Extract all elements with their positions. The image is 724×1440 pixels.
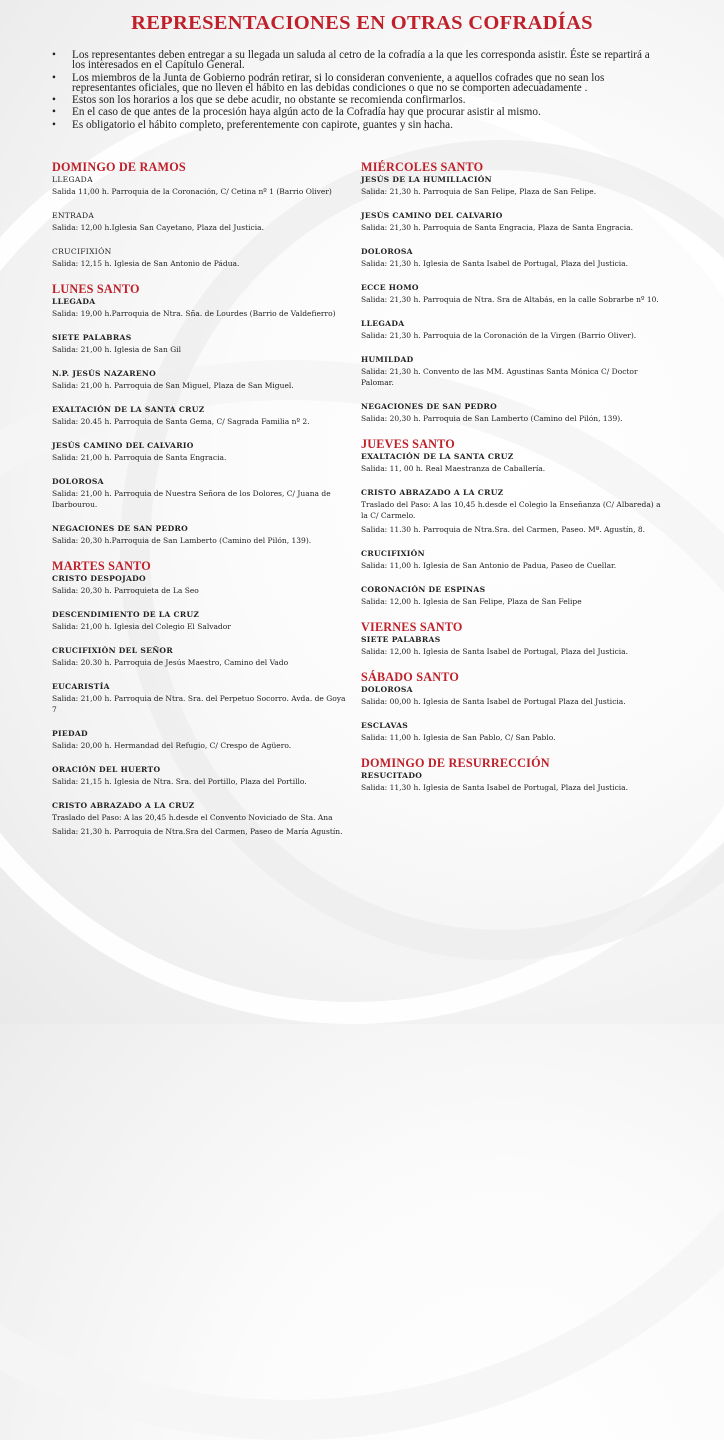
event-title: CRUCIFIXIÓN bbox=[361, 548, 425, 558]
event-title: LLEGADA bbox=[361, 319, 405, 328]
day-heading: MARTES SANTO bbox=[52, 559, 151, 574]
event-llegada bbox=[52, 174, 352, 197]
event-detail: Salida: 21,00 h. Parroquia de Nuestra Señora de los Dolores, C/ Juana de Ibarbourou. bbox=[52, 489, 331, 510]
note-item bbox=[52, 50, 662, 71]
note-text: Los miembros de la Junta de Gobierno podrán retirar, si lo consideran conveniente, a aquellos cofrades que no sean los representantes oficiales, que no lleven el hábito en las debidas condiciones o que no se comporten adecuadamente . bbox=[72, 71, 605, 95]
note-item bbox=[52, 95, 662, 105]
event-title: N.P. JESÚS NAZARENO bbox=[52, 369, 157, 378]
day-section-miercoles-santo bbox=[361, 160, 661, 424]
event-title: JESÚS DE LA HUMILLACIÓN bbox=[361, 175, 492, 184]
event-title: HUMILDAD bbox=[361, 355, 414, 364]
event-llegada bbox=[52, 296, 352, 319]
event-dolorosa bbox=[52, 476, 352, 510]
event-detail: Salida: 21,00 h. Iglesia de San Gil bbox=[52, 345, 181, 354]
event-title: ECCE HOMO bbox=[361, 283, 419, 292]
event-descendimiento-de-la-cruz bbox=[52, 609, 352, 632]
event-title: JESÚS CAMINO DEL CALVARIO bbox=[52, 441, 194, 450]
day-heading: SÁBADO SANTO bbox=[361, 669, 460, 684]
event-detail: Salida: 21,00 h. Parroquia de San Miguel, Plaza de San Miguel. bbox=[52, 381, 294, 390]
event-detail: Salida: 11, 00 h. Real Maestranza de Caballería. bbox=[361, 464, 546, 474]
day-heading: JUEVES SANTO bbox=[361, 437, 455, 452]
event-detail: Salida: 21,30 h. Parroquia de la Coronación de la Virgen (Barrio Oliver). bbox=[361, 331, 637, 340]
bullet-icon: • bbox=[52, 94, 56, 107]
note-item bbox=[52, 73, 662, 94]
event-detail: Salida: 12,00 h.Iglesia San Cayetano, Plaza del Justicia. bbox=[52, 223, 264, 232]
day-heading: VIERNES SANTO bbox=[361, 619, 463, 634]
event-dolorosa bbox=[361, 684, 661, 707]
event-title: CORONACIÓN DE ESPINAS bbox=[361, 584, 486, 594]
event-title: CRISTO DESPOJADO bbox=[52, 574, 146, 584]
day-section-sabado-santo bbox=[361, 670, 661, 743]
event-title: ESCLAVAS bbox=[361, 720, 409, 730]
event-jesus-camino-del-calvario bbox=[52, 440, 352, 463]
right-column bbox=[361, 160, 661, 806]
left-column bbox=[52, 160, 352, 850]
event-coronacion-de-espinas bbox=[361, 584, 661, 607]
event-exaltacion-de-la-santa-cruz bbox=[361, 451, 661, 474]
event-detail: Salida: 21,30 h. Convento de las MM. Agustinas Santa Mónica C/ Doctor Palomar. bbox=[361, 367, 638, 388]
event-title: EXALTACIÓN DE LA SANTA CRUZ bbox=[361, 452, 514, 462]
event-title: ORACIÓN DEL HUERTO bbox=[52, 765, 161, 775]
day-section-jueves-santo bbox=[361, 437, 661, 607]
event-title: DOLOROSA bbox=[361, 247, 413, 256]
event-title: LLEGADA bbox=[52, 175, 93, 184]
day-section-domingo-de-resurreccion bbox=[361, 756, 661, 793]
bullet-icon: • bbox=[52, 49, 56, 61]
day-heading: DOMINGO DE RAMOS bbox=[52, 160, 186, 174]
event-title: JESÚS CAMINO DEL CALVARIO bbox=[361, 211, 503, 220]
event-detail: Salida: 20,00 h. Hermandad del Refugio, C/ Crespo de Agüero. bbox=[52, 741, 292, 751]
event-title: LLEGADA bbox=[52, 297, 96, 306]
note-item bbox=[52, 120, 662, 130]
event-resucitado bbox=[361, 770, 661, 793]
note-text: Es obligatorio el hábito completo, preferentemente con capirote, guantes y sin hacha. bbox=[72, 118, 453, 131]
bullet-icon: • bbox=[52, 118, 56, 131]
event-title: PIEDAD bbox=[52, 729, 88, 739]
note-item bbox=[52, 107, 662, 117]
event-detail: Traslado del Paso: A las 20,45 h.desde el Convento Noviciado de Sta. Ana bbox=[52, 813, 333, 823]
event-title: CRISTO ABRAZADO A LA CRUZ bbox=[52, 801, 195, 811]
event-detail: Salida: 00,00 h. Iglesia de Santa Isabel de Portugal Plaza del Justicia. bbox=[361, 696, 626, 706]
event-detail: Salida: 20,30 h. Parroquia de San Lamberto (Camino del Pilón, 139). bbox=[361, 414, 623, 424]
event-detail: Salida: 20,30 h.Parroquia de San Lamberto (Camino del Pilón, 139). bbox=[52, 536, 312, 546]
event-jesus-camino-del-calvario bbox=[361, 210, 661, 233]
note-text: Los representantes deben entregar a su llegada un saluda al cetro de la cofradía a la que les corresponda asistir. Éste se repartirá a los interesados en el Capítulo General. bbox=[72, 49, 650, 72]
event-crucifixion-del-senor bbox=[52, 645, 352, 668]
event-detail: Salida: 20,30 h. Parroquieta de La Seo bbox=[52, 586, 199, 596]
event-eucaristia bbox=[52, 681, 352, 715]
event-title: ENTRADA bbox=[52, 211, 95, 220]
event-detail: Salida: 21,30 h. Parroquia de Santa Engracia, Plaza de Santa Engracia. bbox=[361, 223, 634, 232]
event-detail: Traslado del Paso: A las 10,45 h.desde el Colegio la Enseñanza (C/ Albareda) a la C/ Carmelo. bbox=[361, 500, 661, 521]
event-humildad bbox=[361, 354, 661, 388]
event-detail: Salida: 21,15 h. Iglesia de Ntra. Sra. del Portillo, Plaza del Portillo. bbox=[52, 777, 307, 787]
event-negaciones-de-san-pedro bbox=[361, 401, 661, 424]
event-detail: Salida 11,00 h. Parroquia de la Coronación, C/ Cetina nº 1 (Barrio Oliver) bbox=[52, 187, 332, 196]
day-heading: MIÉRCOLES SANTO bbox=[361, 160, 484, 174]
day-section-martes-santo bbox=[52, 559, 352, 837]
event-cristo-abrazado-a-la-cruz bbox=[52, 800, 352, 836]
event-crucifixion bbox=[361, 548, 661, 571]
notes-list bbox=[52, 50, 662, 132]
event-title: CRUCIFIXIÓN DEL SEÑOR bbox=[52, 646, 173, 656]
event-cristo-despojado bbox=[52, 573, 352, 596]
event-esclavas bbox=[361, 720, 661, 743]
event-title: EXALTACIÓN DE LA SANTA CRUZ bbox=[52, 405, 205, 414]
day-section-lunes-santo bbox=[52, 282, 352, 546]
event-detail: Salida: 12,15 h. Iglesia de San Antonio de Pádua. bbox=[52, 259, 240, 268]
event-title: RESUCITADO bbox=[361, 770, 423, 780]
event-detail: Salida: 21,00 h. Iglesia del Colegio El Salvador bbox=[52, 622, 231, 632]
event-oracion-del-huerto bbox=[52, 764, 352, 787]
event-title: NEGACIONES DE SAN PEDRO bbox=[52, 524, 189, 534]
event-crucifixion bbox=[52, 246, 352, 269]
event-n-p-jesus-nazareno bbox=[52, 368, 352, 391]
event-detail: Salida: 21,30 h. Parroquia de Ntra.Sra del Carmen, Paseo de María Agustín. bbox=[52, 826, 343, 836]
event-title: DESCENDIMIENTO DE LA CRUZ bbox=[52, 610, 200, 620]
event-detail: Salida: 21,30 h. Parroquia de Ntra. Sra de Altabás, en la calle Sobrarbe nº 10. bbox=[361, 295, 659, 304]
page-title: REPRESENTACIONES EN OTRAS COFRADÍAS bbox=[131, 12, 593, 34]
event-detail: Salida: 12,00 h. Iglesia de San Felipe, Plaza de San Felipe bbox=[361, 596, 582, 606]
bullet-icon: • bbox=[52, 71, 56, 84]
event-title: DOLOROSA bbox=[361, 684, 413, 694]
event-siete-palabras bbox=[52, 332, 352, 355]
event-title: SIETE PALABRAS bbox=[52, 333, 132, 342]
event-cristo-abrazado-a-la-cruz bbox=[361, 487, 661, 535]
event-detail: Salida: 20.30 h. Parroquia de Jesús Maestro, Camino del Vado bbox=[52, 658, 289, 668]
event-detail: Salida: 20.45 h. Parroquia de Santa Gema, C/ Sagrada Familia nº 2. bbox=[52, 417, 310, 426]
event-detail: Salida: 11.30 h. Parroquia de Ntra.Sra. del Carmen, Paseo. Mª. Agustín, 8. bbox=[361, 524, 646, 534]
event-detail: Salida: 11,00 h. Iglesia de San Antonio de Padua, Paseo de Cuellar. bbox=[361, 560, 617, 570]
event-detail: Salida: 21,30 h. Iglesia de Santa Isabel de Portugal, Plaza del Justicia. bbox=[361, 259, 629, 268]
note-text: Estos son los horarios a los que se debe acudir, no obstante se recomienda confirmarlos. bbox=[72, 94, 466, 107]
event-title: NEGACIONES DE SAN PEDRO bbox=[361, 402, 498, 412]
event-negaciones-de-san-pedro bbox=[52, 523, 352, 546]
event-detail: Salida: 11,30 h. Iglesia de Santa Isabel de Portugal, Plaza del Justicia. bbox=[361, 782, 629, 792]
event-detail: Salida: 11,00 h. Iglesia de San Pablo, C/ San Pablo. bbox=[361, 732, 556, 742]
event-title: CRISTO ABRAZADO A LA CRUZ bbox=[361, 488, 504, 498]
event-exaltacion-de-la-santa-cruz bbox=[52, 404, 352, 427]
event-dolorosa bbox=[361, 246, 661, 269]
event-entrada bbox=[52, 210, 352, 233]
event-title: EUCARISTÍA bbox=[52, 682, 110, 692]
event-title: SIETE PALABRAS bbox=[361, 634, 441, 644]
day-section-viernes-santo bbox=[361, 620, 661, 657]
day-heading: LUNES SANTO bbox=[52, 282, 140, 296]
day-section-domingo-de-ramos bbox=[52, 160, 352, 269]
event-detail: Salida: 19,00 h.Parroquia de Ntra. Sña. de Lourdes (Barrio de Valdefierro) bbox=[52, 309, 336, 318]
event-jesus-de-la-humillacion bbox=[361, 174, 661, 197]
event-title: DOLOROSA bbox=[52, 477, 104, 486]
event-llegada bbox=[361, 318, 661, 341]
event-detail: Salida: 21,30 h. Parroquia de San Felipe, Plaza de San Felipe. bbox=[361, 187, 597, 196]
event-detail: Salida: 21,00 h. Parroquia de Ntra. Sra. del Perpetuo Socorro. Avda. de Goya 7 bbox=[52, 694, 346, 715]
bullet-icon: • bbox=[52, 106, 56, 119]
day-heading: DOMINGO DE RESURRECCIÓN bbox=[361, 755, 550, 770]
event-ecce-homo bbox=[361, 282, 661, 305]
event-piedad bbox=[52, 728, 352, 751]
event-detail: Salida: 21,00 h. Parroquia de Santa Engracia. bbox=[52, 453, 227, 462]
note-text: En el caso de que antes de la procesión haya algún acto de la Cofradía hay que procurar asistir al mismo. bbox=[72, 106, 541, 119]
event-title: CRUCIFIXIÓN bbox=[52, 247, 112, 256]
event-detail: Salida: 12,00 h. Iglesia de Santa Isabel de Portugal, Plaza del Justicia. bbox=[361, 646, 629, 656]
event-siete-palabras bbox=[361, 634, 661, 657]
